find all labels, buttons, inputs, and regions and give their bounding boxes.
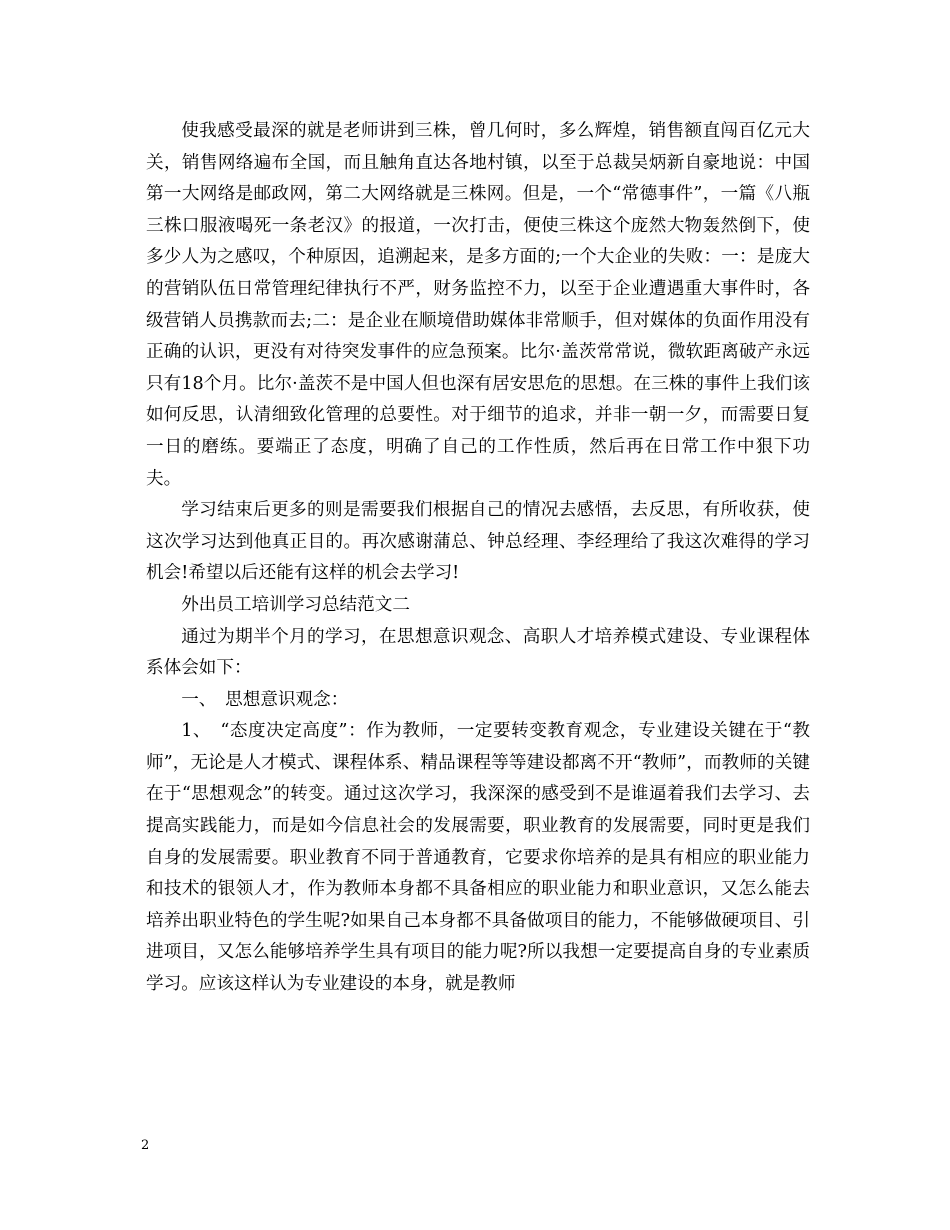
- paragraph-attitude: 1、 “态度决定高度”：作为教师，一定要转变教育观念，专业建设关键在于“教师”，无论是人才模式、课程体系、精品课程等等建设都离不开“教师”，而教师的关键在于“思想观念”的转变。通过这次学习，我深深的感受到不是谁逼着我们去学习、去提高实践能力，而是如今信息社会的发展需要，职业教育的发展需要，同时更是我们自身的发展需要。职业教育不同于普通教育，它要求你培养的是具有相应的职业能力和技术的银领人才，作为教师本身都不具备相应的职业能力和职业意识，又怎么能去培养出职业特色的学生呢?如果自己本身都不具备做项目的能力，不能够做硬项目、引进项目，又怎么能够培养学生具有项目的能力呢?所以我想一定要提高自身的专业素质学习。应该这样认为专业建设的本身，就是教师: [146, 721, 810, 995]
- page-number: 2: [141, 1138, 150, 1153]
- paragraph-learning-conclusion: 学习结束后更多的则是需要我们根据自己的情况去感悟，去反思，有所收获，使这次学习达到他真正目的。再次感谢蒲总、钟总经理、李经理给了我这次难得的学习机会!希望以后还能有这样的机会去学习!: [146, 500, 810, 584]
- section-heading: 外出员工培训学习总结范文二: [181, 594, 410, 615]
- document-body: [146, 116, 810, 1001]
- paragraph-sanzhu-reflection: 使我感受最深的就是老师讲到三株，曾几何时，多么辉煌，销售额直闯百亿元大关，销售网络遍布全国，而且触角直达各地村镇，以至于总裁吴炳新自豪地说：中国第一大网络是邮政网，第二大网络就是三株网。但是，一个“常德事件”，一篇《八瓶三株口服液喝死一条老汉》的报道，一次打击，便使三株这个庞然大物轰然倒下，使多少人为之感叹，个种原因，追溯起来，是多方面的;一个大企业的失败：一：是庞大的营销队伍日常管理纪律执行不严，财务监控不力，以至于企业遭遇重大事件时，各级营销人员携款而去;二：是企业在顺境借助媒体非常顺手，但对媒体的负面作用没有正确的认识，更没有对待突发事件的应急预案。比尔·盖茨常常说，微软距离破产永远只有18个月。比尔·盖茨不是中国人但也深有居安思危的思想。在三株的事件上我们该如何反思，认清细致化管理的总要性。对于细节的追求，并非一朝一夕，而需要日复一日的磨练。要端正了态度，明确了自己的工作性质，然后再在日常工作中狠下功夫。: [146, 121, 810, 489]
- paragraph-intro: 通过为期半个月的学习，在思想意识观念、高职人才培养模式建设、专业课程体系体会如下：: [146, 626, 810, 679]
- list-heading-1: 一、 思想意识观念：: [181, 689, 349, 710]
